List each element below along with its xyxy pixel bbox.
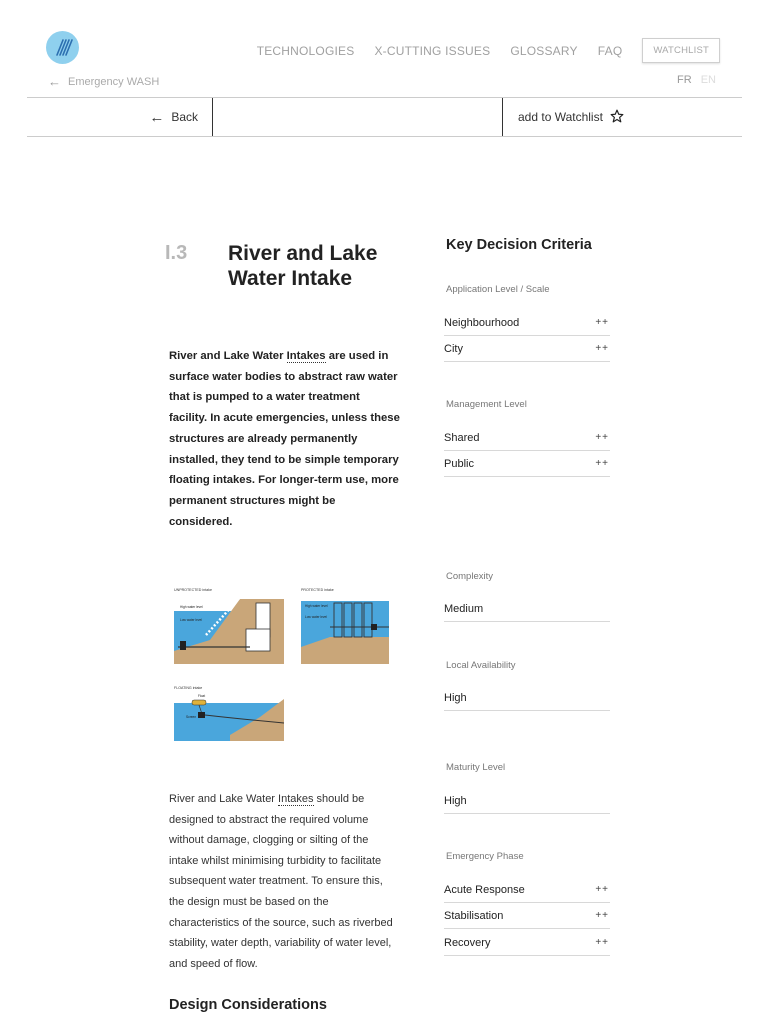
criteria-name: Shared <box>444 431 480 444</box>
section-number: I.3 <box>165 242 188 264</box>
criteria-row <box>444 788 610 814</box>
management-level-label: Management Level <box>446 399 527 410</box>
diagram-1-title: UNPROTECTED intake <box>174 588 212 592</box>
maturity-level-label: Maturity Level <box>446 762 506 773</box>
criteria-name: Recovery <box>444 936 491 949</box>
high-water-label-2: High water level <box>305 604 328 608</box>
low-water-label-2: Low water level <box>305 615 327 619</box>
maturity-value: High <box>444 794 467 807</box>
add-to-watchlist-label: add to Watchlist <box>518 110 603 124</box>
divider <box>502 98 503 136</box>
glossary-term-intakes[interactable]: Intakes <box>278 793 314 805</box>
criteria-row <box>444 930 610 956</box>
low-water-label: Low water level <box>180 618 202 622</box>
watchlist-button[interactable]: WATCHLIST <box>642 38 720 63</box>
criteria-rating: ++ <box>595 432 609 443</box>
criteria-row <box>444 425 610 451</box>
complexity-value: Medium <box>444 602 484 615</box>
body-text: should be designed to abstract the required volume without damage, clogging or silting of the intake whilst minimising turbidity to facilitate subsequent water treatment. To ensure this, the design must be based on the characteristics of the source, such as riverbed stability, water depth, variability of water level, and speed of flow. <box>169 793 393 970</box>
criteria-rating: ++ <box>595 343 609 354</box>
criteria-title: Key Decision Criteria <box>446 237 592 253</box>
diagram-2-title: PROTECTED intake <box>301 588 334 592</box>
body-text: River and Lake Water <box>169 793 279 805</box>
criteria-name: Stabilisation <box>444 909 504 922</box>
criteria-rating: ++ <box>595 317 609 328</box>
float-label: Float <box>198 694 206 698</box>
intro-paragraph <box>169 346 401 532</box>
nav-glossary[interactable]: GLOSSARY <box>510 43 578 58</box>
diagram-3-title: FLOATING intake <box>174 686 203 690</box>
criteria-row <box>444 596 610 622</box>
breadcrumb[interactable] <box>48 74 159 89</box>
intro-text: are used in surface water bodies to abstract raw water that is pumped to a water treatment facility. In acute emergencies, unless these structures are already permanently installed, they tend to be simple temporary floating intakes. For longer-term use, more permanent structures might be considered. <box>169 350 400 528</box>
high-water-label: High water level <box>180 605 203 609</box>
complexity-label: Complexity <box>446 571 493 582</box>
star-icon <box>610 109 624 126</box>
body-paragraph <box>169 789 399 974</box>
application-level-label: Application Level / Scale <box>446 284 550 295</box>
wash-logo-icon[interactable] <box>46 31 79 64</box>
action-bar <box>27 97 742 137</box>
criteria-rating: ++ <box>595 910 609 921</box>
criteria-rating: ++ <box>595 884 609 895</box>
criteria-row <box>444 336 610 362</box>
breadcrumb-label: Emergency WASH <box>68 75 160 88</box>
nav-x-cutting-issues[interactable]: X-CUTTING ISSUES <box>374 43 491 58</box>
page-title: River and Lake Water Intake <box>228 242 378 290</box>
nav-technologies[interactable]: TECHNOLOGIES <box>256 43 355 58</box>
intro-text: River and Lake Water <box>169 350 287 362</box>
criteria-row <box>444 310 610 336</box>
lang-en[interactable]: EN <box>700 74 716 86</box>
local-availability-label: Local Availability <box>446 660 516 671</box>
criteria-rating: ++ <box>595 458 609 469</box>
glossary-term-intakes[interactable]: Intakes <box>286 350 326 362</box>
criteria-row <box>444 903 610 929</box>
back-label: Back <box>171 110 198 124</box>
criteria-name: City <box>444 342 463 355</box>
intake-diagrams[interactable] <box>170 585 400 745</box>
back-button[interactable] <box>27 98 213 136</box>
arrow-left-icon: ← <box>149 108 165 126</box>
criteria-row <box>444 685 610 711</box>
criteria-name: Acute Response <box>444 883 525 896</box>
lang-fr[interactable]: FR <box>677 74 692 86</box>
top-navigation <box>257 38 720 63</box>
arrow-left-icon: ← <box>48 74 61 89</box>
criteria-name: Neighbourhood <box>444 316 520 329</box>
criteria-row <box>444 451 610 477</box>
criteria-row <box>444 877 610 903</box>
criteria-rating: ++ <box>595 937 609 948</box>
language-switcher <box>677 74 716 86</box>
add-to-watchlist-button[interactable] <box>518 98 624 136</box>
emergency-phase-label: Emergency Phase <box>446 851 524 862</box>
criteria-name: Public <box>444 457 474 470</box>
availability-value: High <box>444 691 467 704</box>
nav-faq[interactable]: FAQ <box>597 43 623 58</box>
design-considerations-heading: Design Considerations <box>169 997 327 1013</box>
screen-label: Screen <box>186 715 197 719</box>
